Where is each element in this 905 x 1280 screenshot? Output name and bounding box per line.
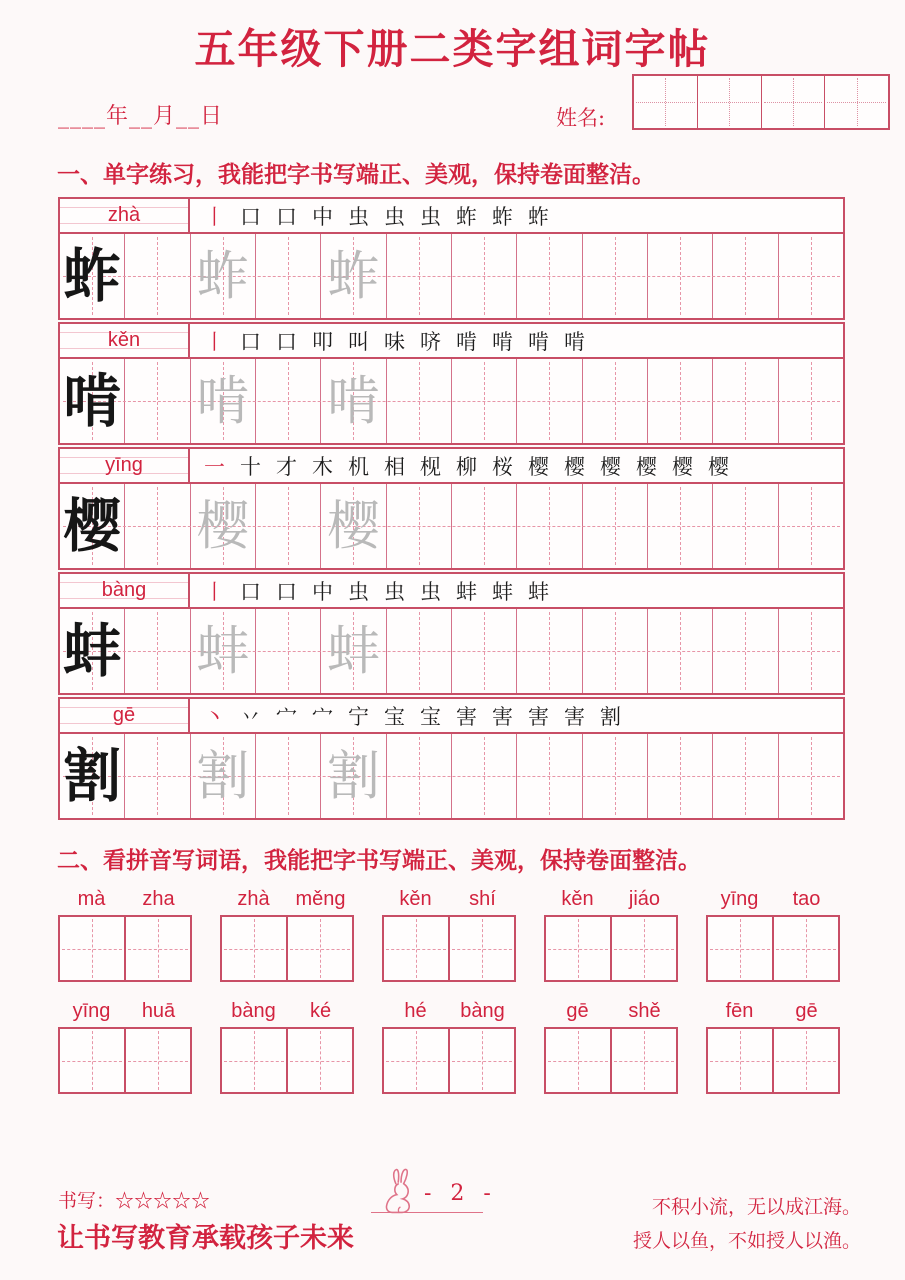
stroke-step: 蚌 [528, 579, 549, 604]
stroke-step: 害 [564, 704, 585, 729]
practice-cell [779, 484, 843, 568]
page-number-rule [371, 1212, 483, 1213]
stroke-step: 桜 [492, 454, 513, 479]
stroke-step: 丨 [204, 329, 225, 354]
name-grid-cell [634, 76, 698, 128]
stroke-step: 口 [240, 204, 261, 229]
word-group [220, 888, 354, 982]
stroke-step: 叩 [312, 329, 333, 354]
main-character: 樱 [63, 492, 122, 560]
stroke-step: 宝 [384, 704, 405, 729]
word-cell [384, 1029, 450, 1092]
pinyin-box [60, 699, 190, 732]
practice-cell [60, 484, 125, 568]
practice-cell [387, 609, 452, 693]
stroke-step: 蚌 [456, 579, 477, 604]
stroke-step: 樱 [672, 454, 693, 479]
word-pinyin: gē [795, 1000, 818, 1022]
practice-cell [779, 609, 843, 693]
practice-cell [517, 359, 582, 443]
word-pinyin: huā [141, 1000, 176, 1022]
name-grid [632, 74, 890, 130]
word-pinyin: kěn [561, 888, 594, 910]
practice-cell [387, 734, 452, 818]
word-pinyins [58, 888, 192, 912]
rabbit-outline-icon [381, 1168, 419, 1214]
section2-heading: 二、看拼音写词语，我能把字书写端正、美观，保持卷面整洁。 [57, 847, 701, 873]
stroke-step: 丨 [204, 204, 225, 229]
practice-cell [452, 359, 517, 443]
practice-cell [779, 359, 843, 443]
word-boxes [220, 1027, 354, 1094]
word-pinyins [382, 1000, 516, 1024]
trace-character: 啃 [326, 370, 380, 432]
word-group [706, 1000, 840, 1094]
stroke-step: 叫 [348, 329, 369, 354]
stroke-step: 才 [276, 454, 297, 479]
practice-cell [779, 234, 843, 318]
word-cell [384, 917, 450, 980]
stroke-step: 虫 [384, 204, 405, 229]
stroke-step: 害 [492, 704, 513, 729]
word-pinyin: tao [792, 888, 821, 910]
word-pinyins [544, 1000, 678, 1024]
stroke-step: 蚱 [492, 204, 513, 229]
word-pinyin: zhà [237, 888, 270, 910]
stroke-step: 樱 [636, 454, 657, 479]
word-pinyin: jiáo [628, 888, 661, 910]
word-pinyin: shě [628, 1000, 661, 1022]
word-pinyin: kěn [399, 888, 432, 910]
practice-cell [517, 484, 582, 568]
name-grid-cell [762, 76, 826, 128]
rating-label: 书写： [58, 1190, 116, 1212]
stroke-step: 宀 [276, 704, 297, 729]
trace-character: 樱 [326, 495, 380, 557]
stroke-step: 相 [384, 454, 405, 479]
trace-character: 割 [326, 745, 380, 807]
word-boxes [220, 915, 354, 982]
word-group [544, 888, 678, 982]
pinyin-box [60, 574, 190, 607]
stroke-step: 樱 [564, 454, 585, 479]
practice-cell [648, 359, 713, 443]
practice-row [58, 482, 845, 570]
practice-row [58, 357, 845, 445]
practice-row [58, 732, 845, 820]
word-pinyin: měng [295, 888, 346, 910]
pinyin-box [60, 199, 190, 232]
page-number: - 2 - [424, 1181, 497, 1206]
stroke-step: 丶 [204, 704, 225, 729]
practice-cell [648, 484, 713, 568]
trace-character: 蚱 [196, 245, 250, 307]
practice-cell [517, 234, 582, 318]
stroke-step: 蚌 [492, 579, 513, 604]
word-pinyins [706, 888, 840, 912]
practice-cell [517, 734, 582, 818]
word-pinyins [58, 1000, 192, 1024]
word-cell [774, 917, 838, 980]
word-cell [450, 917, 514, 980]
main-character: 啃 [63, 367, 122, 435]
practice-cell [452, 484, 517, 568]
word-boxes [58, 1027, 192, 1094]
stroke-step: 口 [276, 204, 297, 229]
word-pinyin: shí [469, 888, 496, 910]
practice-block-header [58, 697, 845, 732]
word-group [382, 1000, 516, 1094]
practice-cell [256, 484, 321, 568]
trace-character: 啃 [196, 370, 250, 432]
stroke-step: 口 [240, 579, 261, 604]
practice-block-header [58, 197, 845, 232]
pinyin-label: zhà [107, 204, 141, 226]
practice-cell [452, 734, 517, 818]
word-cell [288, 917, 352, 980]
practice-cell [583, 359, 648, 443]
stroke-step: 木 [312, 454, 333, 479]
practice-cell [256, 359, 321, 443]
practice-cell [60, 734, 125, 818]
page-title: 五年级下册二类字组词字帖 [194, 26, 711, 72]
stroke-order-sequence [190, 574, 843, 607]
practice-cell [125, 359, 190, 443]
word-pinyins [544, 888, 678, 912]
word-cell [546, 917, 612, 980]
practice-cell [125, 734, 190, 818]
word-pinyin: zha [142, 888, 175, 910]
practice-cell [256, 234, 321, 318]
quote-line-2: 授人以鱼，不如授人以渔。 [632, 1230, 861, 1252]
footer-slogan: 让书写教育承载孩子未来 [57, 1223, 354, 1253]
practice-cell [125, 234, 190, 318]
stroke-step: 中 [312, 204, 333, 229]
practice-block [58, 447, 845, 570]
practice-cell [713, 359, 778, 443]
stroke-step: 口 [276, 329, 297, 354]
stroke-step: 啃 [492, 329, 513, 354]
date-line: ____年__月__日 [58, 104, 224, 129]
word-pinyin: bàng [231, 1000, 276, 1022]
practice-cell [60, 234, 125, 318]
practice-cell [648, 609, 713, 693]
practice-cell [713, 734, 778, 818]
main-character: 蚌 [63, 617, 122, 685]
word-cell [60, 1029, 126, 1092]
word-cell [612, 917, 676, 980]
practice-block [58, 322, 845, 445]
stroke-step: 蚱 [456, 204, 477, 229]
practice-cell [60, 359, 125, 443]
word-group [58, 1000, 192, 1094]
stroke-order-sequence [190, 699, 843, 732]
practice-block-header [58, 447, 845, 482]
word-cell [450, 1029, 514, 1092]
word-boxes [382, 915, 516, 982]
practice-cell [256, 609, 321, 693]
word-cell [126, 1029, 190, 1092]
practice-cell [648, 234, 713, 318]
word-boxes [706, 1027, 840, 1094]
stroke-step: 枧 [420, 454, 441, 479]
trace-character: 樱 [196, 495, 250, 557]
stroke-order-sequence [190, 199, 843, 232]
stroke-step: 樱 [708, 454, 729, 479]
practice-cell [779, 734, 843, 818]
main-character: 蚱 [63, 242, 122, 310]
stroke-step: 啃 [456, 329, 477, 354]
practice-cell [191, 359, 256, 443]
word-boxes [58, 915, 192, 982]
practice-cell [60, 609, 125, 693]
pinyin-label: yīng [105, 454, 143, 476]
word-pinyin: mà [77, 888, 106, 910]
stroke-step: 害 [456, 704, 477, 729]
word-cell [126, 917, 190, 980]
practice-cell [191, 734, 256, 818]
section1-heading: 一、单字练习，我能把字书写端正、美观，保持卷面整洁。 [57, 161, 655, 187]
trace-character: 割 [196, 745, 250, 807]
quote-line-1: 不积小流，无以成江海。 [651, 1196, 861, 1218]
word-pinyin: yīng [72, 1000, 111, 1022]
practice-block-header [58, 572, 845, 607]
stroke-step: 口 [276, 579, 297, 604]
practice-cell [713, 609, 778, 693]
pinyin-label: bàng [101, 579, 147, 601]
trace-character: 蚌 [196, 620, 250, 682]
practice-cell [125, 484, 190, 568]
word-pinyin: fēn [725, 1000, 754, 1022]
word-cell [546, 1029, 612, 1092]
stroke-step: 口 [240, 329, 261, 354]
practice-cell [583, 484, 648, 568]
word-group [706, 888, 840, 982]
stroke-step: 啃 [528, 329, 549, 354]
trace-character: 蚱 [326, 245, 380, 307]
name-grid-cell [698, 76, 762, 128]
stroke-step: 宀 [312, 704, 333, 729]
practice-cell [125, 609, 190, 693]
stroke-step: 机 [348, 454, 369, 479]
practice-cell [321, 484, 386, 568]
word-boxes [382, 1027, 516, 1094]
name-label: 姓名: [556, 106, 606, 130]
word-boxes [544, 1027, 678, 1094]
practice-block [58, 197, 845, 320]
word-cell [708, 1029, 774, 1092]
word-cell [612, 1029, 676, 1092]
rating-line [58, 1186, 210, 1213]
practice-cell [387, 484, 452, 568]
word-pinyins [706, 1000, 840, 1024]
practice-cell [713, 484, 778, 568]
word-pinyins [220, 1000, 354, 1024]
word-pinyin: yīng [720, 888, 759, 910]
practice-cell [256, 734, 321, 818]
word-pinyin: gē [566, 1000, 589, 1022]
practice-cell [648, 734, 713, 818]
practice-block [58, 572, 845, 695]
practice-cell [191, 609, 256, 693]
stroke-step: 柳 [456, 454, 477, 479]
practice-cell [191, 234, 256, 318]
stroke-step: 虫 [420, 204, 441, 229]
word-boxes [544, 915, 678, 982]
stroke-step: 害 [528, 704, 549, 729]
word-group [544, 1000, 678, 1094]
stroke-step: 啃 [564, 329, 585, 354]
stroke-step: 樱 [600, 454, 621, 479]
practice-cell [321, 234, 386, 318]
word-group [58, 888, 192, 982]
practice-cell [583, 234, 648, 318]
word-pinyin: hé [404, 1000, 427, 1022]
word-pinyins [382, 888, 516, 912]
word-cell [774, 1029, 838, 1092]
practice-cell [321, 734, 386, 818]
practice-cell [321, 609, 386, 693]
practice-cell [191, 484, 256, 568]
rating-stars: ☆☆☆☆☆ [115, 1190, 211, 1212]
practice-cell [583, 609, 648, 693]
trace-character: 蚌 [326, 620, 380, 682]
stroke-step: 虫 [420, 579, 441, 604]
stroke-order-sequence [190, 324, 843, 357]
pinyin-label: kěn [107, 329, 141, 351]
word-group [220, 1000, 354, 1094]
word-cell [288, 1029, 352, 1092]
stroke-step: 虫 [348, 579, 369, 604]
stroke-step: 丨 [204, 579, 225, 604]
pinyin-box [60, 324, 190, 357]
word-cell [222, 1029, 288, 1092]
pinyin-box [60, 449, 190, 482]
stroke-step: 丷 [240, 704, 261, 729]
word-cell [708, 917, 774, 980]
stroke-step: 哜 [420, 329, 441, 354]
word-group [382, 888, 516, 982]
practice-cell [321, 359, 386, 443]
practice-cell [387, 234, 452, 318]
practice-block-header [58, 322, 845, 357]
practice-cell [713, 234, 778, 318]
word-boxes [706, 915, 840, 982]
practice-cell [452, 234, 517, 318]
stroke-step: 味 [384, 329, 405, 354]
stroke-step: 十 [240, 454, 261, 479]
practice-cell [387, 359, 452, 443]
practice-cell [517, 609, 582, 693]
stroke-step: 樱 [528, 454, 549, 479]
stroke-step: 割 [600, 704, 621, 729]
stroke-step: 蚱 [528, 204, 549, 229]
stroke-step: 虫 [384, 579, 405, 604]
stroke-step: 中 [312, 579, 333, 604]
stroke-step: 虫 [348, 204, 369, 229]
practice-cell [583, 734, 648, 818]
main-character: 割 [63, 742, 122, 810]
stroke-step: 宝 [420, 704, 441, 729]
word-pinyin: bàng [460, 1000, 505, 1022]
practice-row [58, 607, 845, 695]
pinyin-label: gē [112, 704, 136, 726]
name-grid-cell [825, 76, 888, 128]
stroke-step: 宁 [348, 704, 369, 729]
word-pinyins [220, 888, 354, 912]
stroke-step: 一 [204, 454, 225, 479]
word-cell [60, 917, 126, 980]
stroke-order-sequence [190, 449, 843, 482]
word-pinyin: ké [309, 1000, 332, 1022]
word-cell [222, 917, 288, 980]
practice-cell [452, 609, 517, 693]
practice-row [58, 232, 845, 320]
practice-block [58, 697, 845, 820]
